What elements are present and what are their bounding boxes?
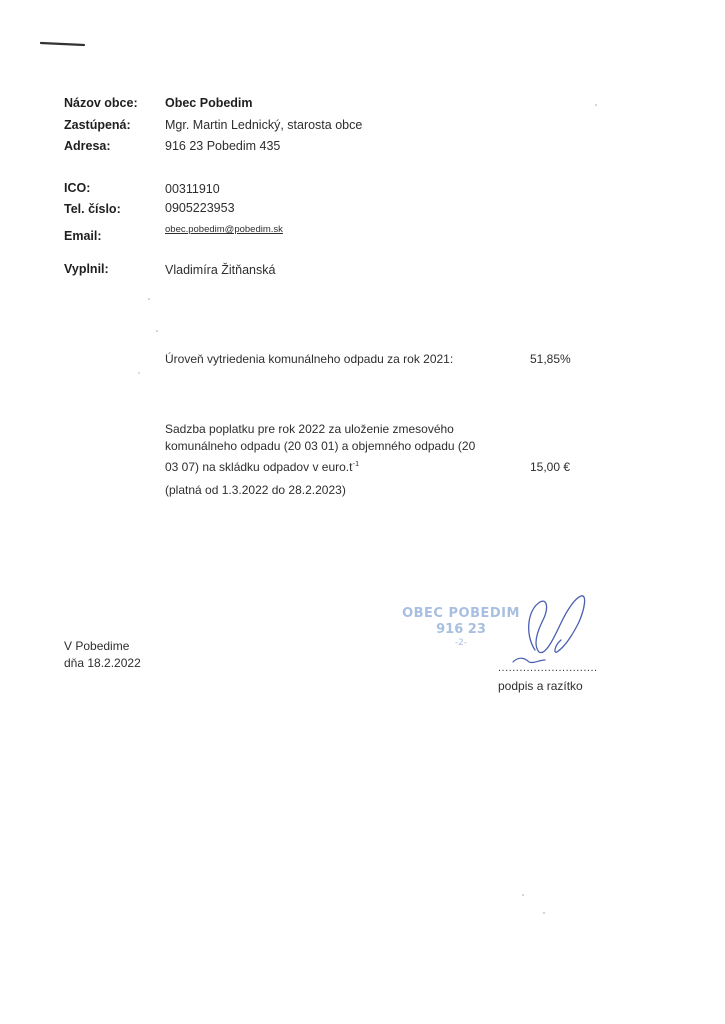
fee-line-1: Sadzba poplatku pre rok 2022 za uloženie zmesového	[165, 422, 454, 436]
recycling-level-value: 51,85%	[530, 352, 571, 366]
scan-speck	[522, 894, 524, 896]
fee-line-2: komunálneho odpadu (20 03 01) a objemného odpadu (20	[165, 439, 476, 453]
field-label-ico: ICO:	[64, 181, 91, 195]
recycling-level-text: Úroveň vytriedenia komunálneho odpadu za rok 2021:	[165, 352, 454, 366]
field-value-represented: Mgr. Martin Lednický, starosta obce	[165, 118, 363, 132]
stamp-line-2: 916 23	[436, 622, 486, 637]
field-value-municipality: Obec Pobedim	[165, 96, 253, 110]
stamp-line-1: OBEC POBEDIM	[402, 606, 520, 621]
stamp-line-3: -2-	[454, 638, 468, 648]
signature-caption: podpis a razítko	[498, 679, 583, 693]
field-value-email[interactable]: obec.pobedim@pobedim.sk	[165, 224, 283, 235]
place: V Pobedime	[64, 639, 130, 653]
fee-unit-exponent: -1	[352, 459, 360, 468]
field-value-phone: 0905223953	[165, 201, 235, 215]
field-label-municipality: Názov obce:	[64, 96, 138, 110]
scan-mark	[40, 40, 86, 47]
scan-speck	[156, 330, 158, 332]
scan-speck	[148, 298, 150, 300]
field-label-represented: Zastúpená:	[64, 118, 131, 132]
field-label-email: Email:	[64, 229, 102, 243]
fee-value: 15,00 €	[530, 460, 571, 474]
date: dňa 18.2.2022	[64, 656, 141, 670]
field-value-ico: 00311910	[165, 182, 220, 196]
field-value-address: 916 23 Pobedim 435	[165, 139, 281, 153]
field-value-filled-by: Vladimíra Žitňanská	[165, 263, 276, 277]
scan-speck	[543, 912, 545, 914]
fee-line-3	[165, 455, 515, 476]
field-label-address: Adresa:	[64, 139, 111, 153]
fee-line-3-text: 03 07) na skládku odpadov v euro.t	[165, 460, 353, 474]
scan-speck	[595, 104, 597, 106]
field-label-filled-by: Vyplnil:	[64, 262, 109, 276]
scan-speck	[138, 372, 140, 374]
fee-description	[165, 421, 515, 499]
signature-line: ............................	[498, 662, 598, 674]
handwritten-signature	[505, 590, 595, 670]
fee-validity: (platná od 1.3.2022 do 28.2.2023)	[165, 483, 346, 497]
field-label-phone: Tel. číslo:	[64, 202, 121, 216]
